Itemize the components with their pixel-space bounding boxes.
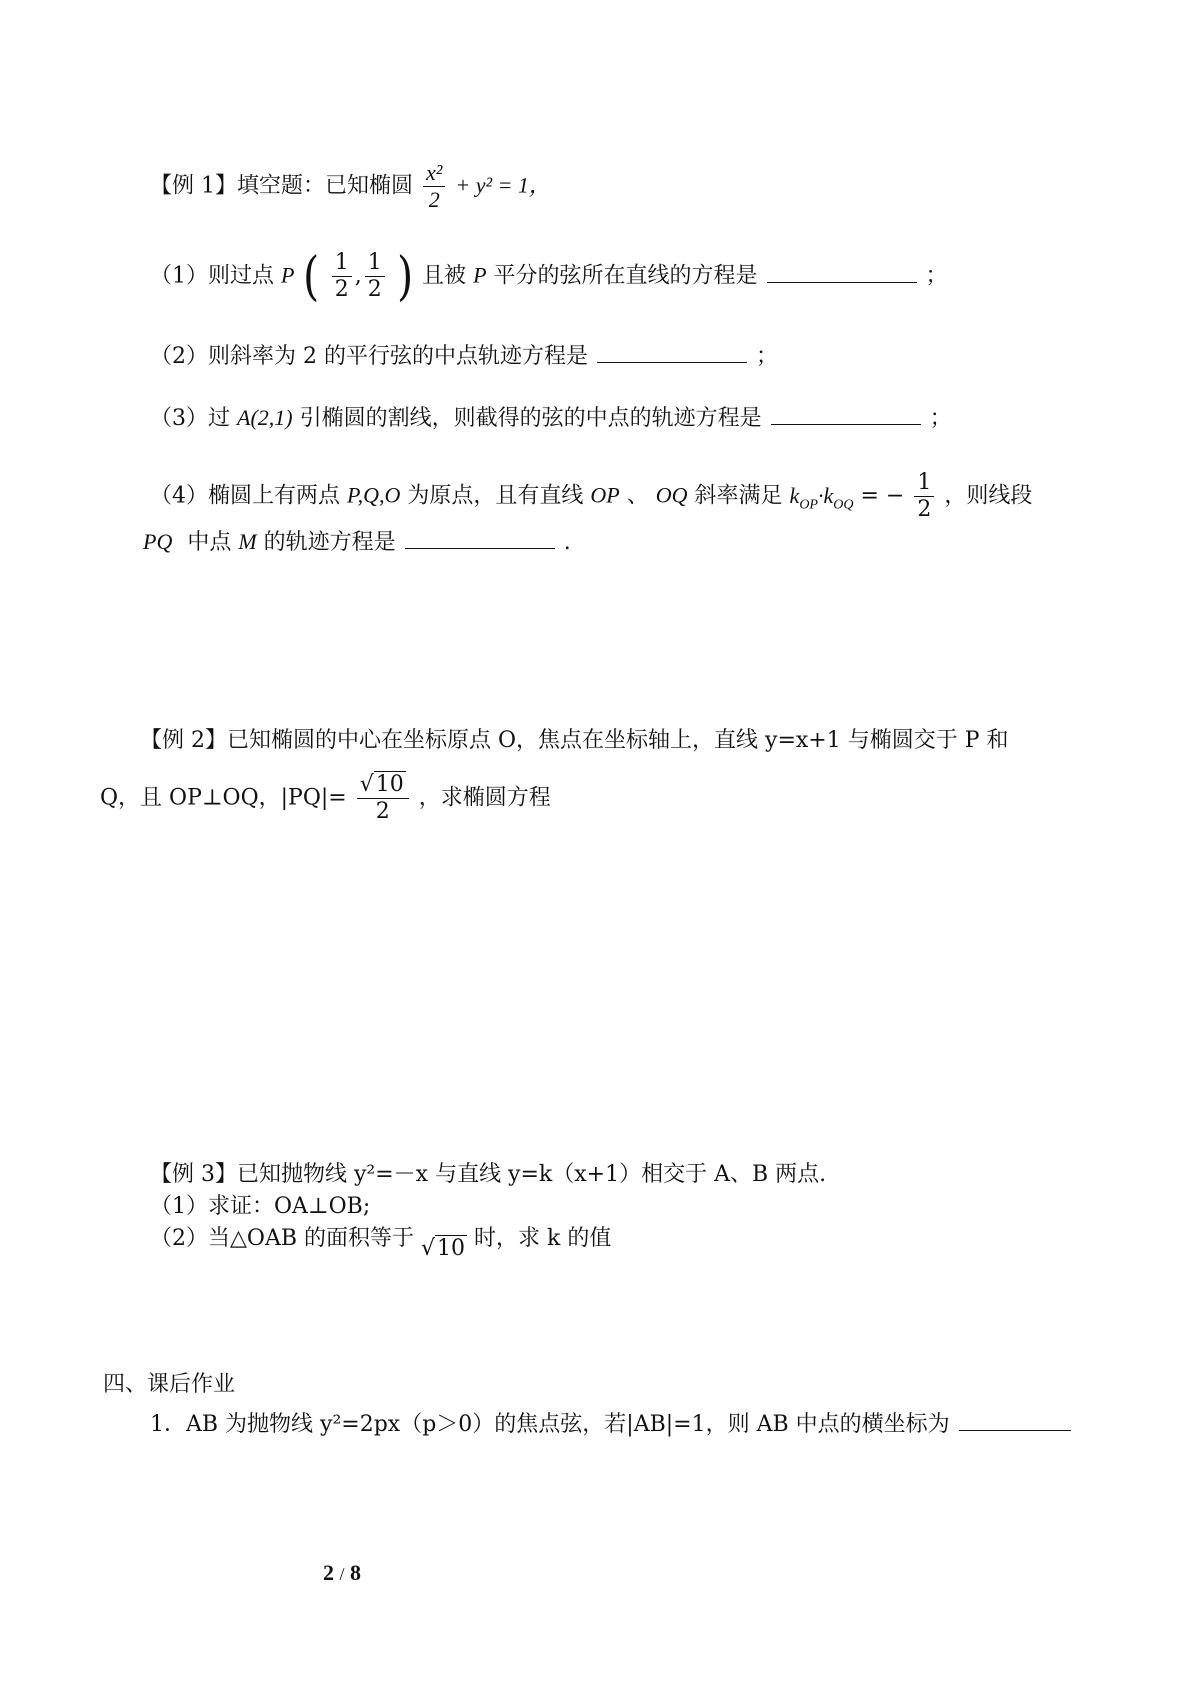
- ex1-q2: [150, 338, 778, 372]
- ex1-q4-m: M: [238, 529, 257, 554]
- ex1-q3: [150, 400, 952, 434]
- answer-blank[interactable]: [959, 1406, 1071, 1431]
- k-sub-oq: OQ: [833, 496, 854, 512]
- ex1-q4-frac: [914, 470, 934, 523]
- sqrt-radicand: 10: [437, 1236, 466, 1261]
- ex1-q4-eq: = −: [860, 483, 905, 509]
- ex1-q1-point2: P: [473, 262, 487, 288]
- ex1-q4b-end: .: [563, 530, 571, 555]
- ex2-fraction: [357, 772, 409, 825]
- answer-blank[interactable]: [597, 338, 747, 363]
- homework-q1: [150, 1406, 1073, 1440]
- ex1-q1-frac2: [365, 250, 385, 303]
- dot-symbol: ·: [817, 482, 824, 508]
- ex1-q2-end: ；: [755, 344, 778, 369]
- frac-num: 1: [365, 250, 385, 277]
- answer-blank[interactable]: [771, 400, 921, 425]
- page-total: 8: [350, 1560, 362, 1585]
- ex1-q1-frac1: [332, 250, 352, 303]
- ex3-line3-pre: （2）当△OAB 的面积等于: [150, 1226, 415, 1251]
- ex1-q1-pre: （1）则过点: [150, 263, 274, 289]
- ex2-line2: [100, 772, 551, 825]
- ex3-line2: （1）求证：OA⊥OB;: [150, 1194, 371, 1219]
- frac-den: 2: [917, 497, 932, 522]
- frac-num: √10: [357, 772, 409, 799]
- ex1-q1-mid: 且被: [422, 263, 467, 289]
- frac-den: 2: [367, 277, 382, 302]
- ex1-q4-post: ，则线段: [944, 483, 1033, 509]
- page-separator: /: [339, 1564, 345, 1584]
- ex2-line1: 【例 2】已知椭圆的中心在坐标原点 O，焦点在坐标轴上，直线 y=x+1 与椭圆交于 P 和: [140, 728, 1009, 753]
- page-current: 2: [323, 1560, 334, 1585]
- answer-blank[interactable]: [405, 524, 555, 549]
- ex2-line2-pre: Q，且 OP⊥OQ，|PQ|=: [100, 785, 347, 811]
- ex1-q3-post: 引椭圆的割线，则截得的弦的中点的轨迹方程是: [299, 406, 762, 431]
- ex1-q1: （1）则过点 P ( $\frac{1}{2}$ , $\frac{1}{2}$ ) 且被 P 平分的弦所在直线的方程是 ；: [150, 246, 948, 307]
- ex1-q2-text: （2）则斜率为 2 的平行弦的中点轨迹方程是: [150, 344, 588, 369]
- ex1-q3-pre: （3）过: [150, 406, 230, 431]
- ex1-intro: [150, 160, 551, 213]
- left-paren: (: [303, 246, 320, 307]
- ex1-fraction-den: 2: [428, 187, 440, 212]
- ex1-q3-point: A(2,1): [237, 405, 293, 430]
- ex1-q4b-post: 的轨迹方程是: [263, 530, 396, 555]
- ex1-fraction: [423, 160, 445, 213]
- ex1-intro-post: + y² = 1，: [455, 172, 551, 198]
- ex3-line3: [150, 1224, 611, 1264]
- page-number: [323, 1560, 361, 1586]
- ex1-q4-sep: 、: [626, 483, 649, 509]
- ex3-line1: 【例 3】已知抛物线 y²=－x 与直线 y=k（x+1）相交于 A、B 两点.: [150, 1162, 827, 1187]
- ex1-q1-point: P: [281, 262, 295, 288]
- ex3-sqrt: √10: [421, 1236, 466, 1261]
- homework-heading: 四、课后作业: [103, 1372, 236, 1397]
- right-paren: ): [396, 246, 414, 307]
- ex1-q4-mid: 为原点，且有直线: [407, 483, 584, 509]
- ex1-q4-points: P,Q,O: [347, 482, 401, 508]
- ex1-q4b-mid: 中点: [187, 530, 232, 555]
- ex1-q4-slope-product: [789, 482, 854, 512]
- frac-num: 1: [914, 470, 934, 497]
- frac-den: 2: [375, 799, 390, 824]
- ex1-q1-end: ；: [925, 263, 948, 289]
- ex1-intro-text: 【例 1】填空题：已知椭圆: [150, 173, 413, 199]
- ex1-q4-op: OP: [590, 482, 620, 508]
- ex3-line3-post: 时，求 k 的值: [474, 1226, 612, 1251]
- ex1-q4-oq: OQ: [655, 482, 688, 508]
- ex1-q4-mid2: 斜率满足: [694, 483, 783, 509]
- k-sub-op: OP: [799, 496, 818, 512]
- ex1-q4-line2: [143, 524, 571, 558]
- ex1-q4-pre: （4）椭圆上有两点: [150, 483, 340, 509]
- ex1-q3-end: ；: [929, 406, 952, 431]
- ex1-q1-post: 平分的弦所在直线的方程是: [493, 263, 758, 289]
- frac-den: 2: [334, 277, 349, 302]
- ex1-q4: [150, 470, 1032, 523]
- k-symbol: k: [823, 482, 834, 508]
- ex1-fraction-num: x²: [423, 160, 445, 187]
- sqrt-radicand: 10: [375, 772, 404, 797]
- ex1-q4-pq: PQ: [143, 529, 173, 554]
- homework-q1-text: 1．AB 为抛物线 y²=2px（p＞0）的焦点弦，若|AB|=1，则 AB 中点的横坐标为: [150, 1412, 950, 1437]
- answer-blank[interactable]: [767, 258, 917, 283]
- frac-num: 1: [332, 250, 352, 277]
- ex2-line2-post: ，求椭圆方程: [418, 785, 551, 811]
- k-symbol: k: [789, 482, 800, 508]
